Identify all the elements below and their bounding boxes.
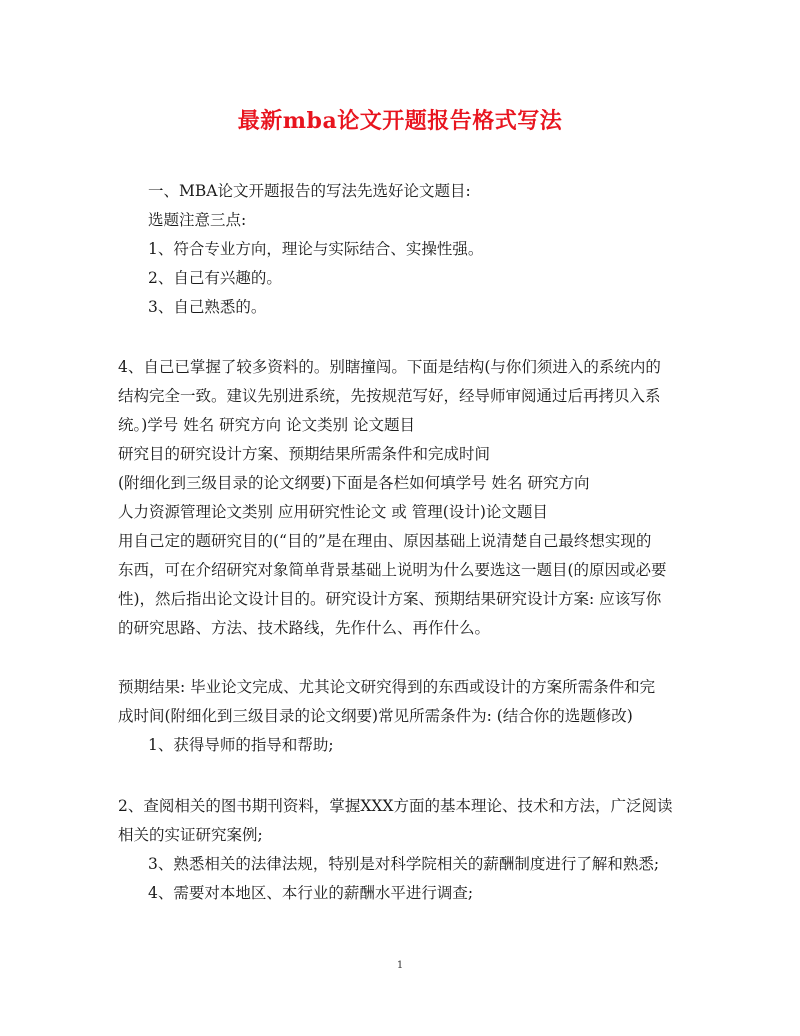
paragraph-line: 3、自己熟悉的。 bbox=[148, 298, 267, 316]
paragraph-line: 2、自己有兴趣的。 bbox=[148, 269, 282, 287]
paragraph-line: 4、需要对本地区、本行业的薪酬水平进行调查; bbox=[148, 884, 474, 902]
paragraph-line: 东西，可在介绍研究对象简单背景基础上说明为什么要选这一题目(的原因或必要 bbox=[118, 561, 667, 579]
paragraph-line: 4、自己已掌握了较多资料的。别瞎撞闯。下面是结构(与你们须进入的系统内的 bbox=[118, 358, 661, 376]
paragraph-line: 成时间(附细化到三级目录的论文纲要)常见所需条件为: (结合你的选题修改) bbox=[118, 707, 633, 725]
paragraph-line: 统。)学号 姓名 研究方向 论文类别 论文题目 bbox=[118, 416, 416, 434]
document-title: 最新mba论文开题报告格式写法 bbox=[237, 108, 563, 134]
paragraph-line: 人力资源管理论文类别 应用研究性论文 或 管理(设计)论文题目 bbox=[118, 503, 548, 521]
page-number: 1 bbox=[396, 960, 404, 971]
paragraph-line: 研究目的研究设计方案、预期结果所需条件和完成时间 bbox=[118, 445, 491, 463]
paragraph-line: 用自己定的题研究目的(“目的”是在理由、原因基础上说清楚自己最终想实现的 bbox=[118, 532, 652, 550]
paragraph-line: 一、MBA论文开题报告的写法先选好论文题目: bbox=[148, 182, 471, 200]
paragraph-line: 1、获得导师的指导和帮助; bbox=[148, 736, 334, 754]
paragraph-line: 预期结果: 毕业论文完成、尤其论文研究得到的东西或设计的方案所需条件和完 bbox=[118, 678, 656, 696]
paragraph-line: 3、熟悉相关的法律法规，特别是对科学院相关的薪酬制度进行了解和熟悉; bbox=[148, 855, 660, 873]
paragraph-line: 2、查阅相关的图书期刊资料，掌握XXX方面的基本理论、技术和方法，广泛阅读 bbox=[118, 797, 673, 815]
paragraph-line: 相关的实证研究案例; bbox=[118, 826, 263, 844]
paragraph-line: (附细化到三级目录的论文纲要)下面是各栏如何填学号 姓名 研究方向 bbox=[118, 474, 590, 492]
paragraph-line: 结构完全一致。建议先别进系统，先按规范写好，经导师审阅通过后再拷贝入系 bbox=[118, 387, 661, 405]
paragraph-line: 选题注意三点: bbox=[148, 211, 247, 229]
paragraph-line: 1、符合专业方向，理论与实际结合、实操性强。 bbox=[148, 240, 484, 258]
paragraph-line: 的研究思路、方法、技术路线，先作什么、再作什么。 bbox=[118, 619, 491, 637]
paragraph-line: 性)，然后指出论文设计目的。研究设计方案、预期结果研究设计方案: 应该写你 bbox=[118, 590, 662, 608]
